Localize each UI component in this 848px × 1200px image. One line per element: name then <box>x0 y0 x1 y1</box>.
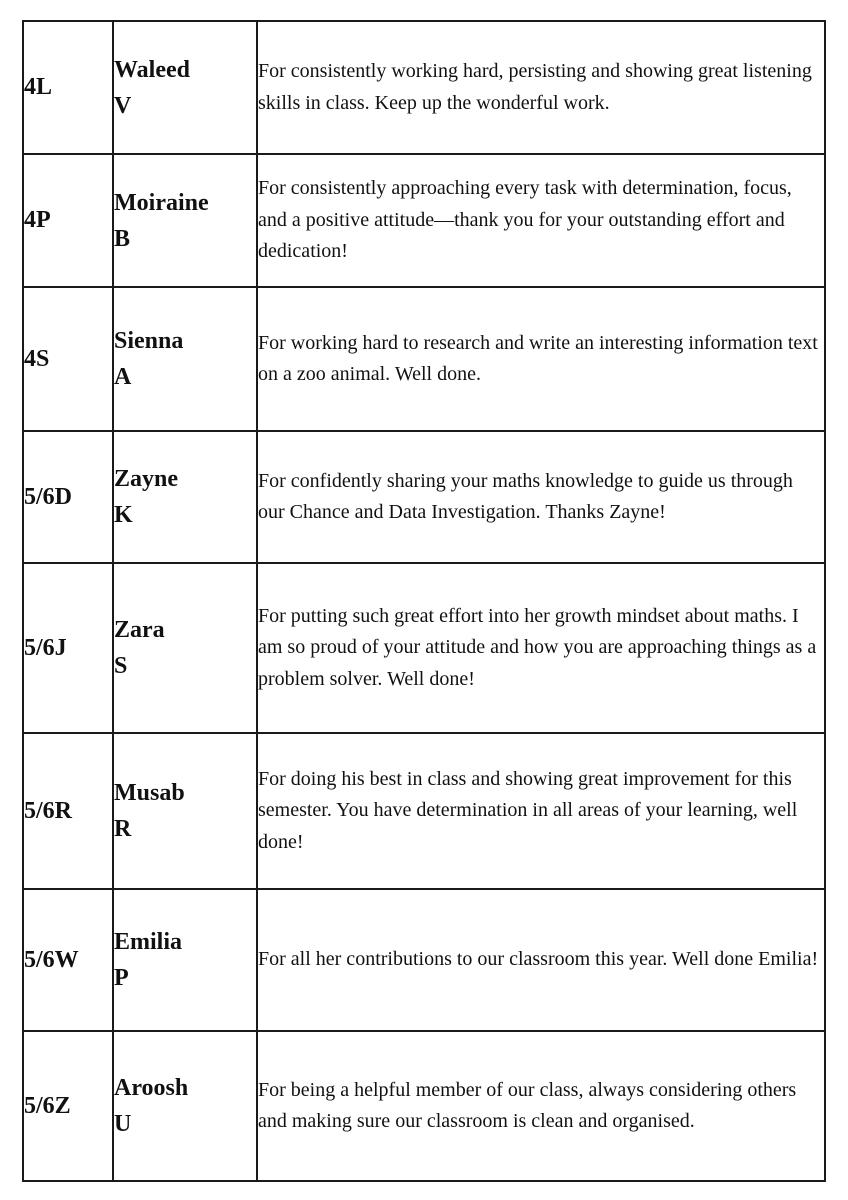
student-last-initial: A <box>114 364 132 390</box>
class-code: 5/6W <box>24 946 79 973</box>
awards-table <box>22 20 826 1182</box>
table-row <box>23 431 825 563</box>
student-last-initial: B <box>114 225 131 252</box>
student-first-name: Waleed <box>114 56 190 83</box>
table-row <box>23 154 825 287</box>
student-last-initial: S <box>114 653 128 679</box>
class-code: 4S <box>24 345 50 372</box>
class-code: 5/6D <box>24 483 72 510</box>
class-cell <box>23 889 113 1031</box>
student-name-cell <box>113 889 257 1031</box>
awards-table-body <box>23 21 825 1181</box>
student-first-name: Musab <box>114 780 185 806</box>
class-cell <box>23 563 113 733</box>
table-row <box>23 889 825 1031</box>
citation-cell: For consistently approaching every task with determination, focus, and a positive attitude—thank you for your outstanding effort and dedication! <box>257 154 825 287</box>
citation-cell: For doing his best in class and showing great improvement for this semester. You have determination in all areas of your learning, well done! <box>257 733 825 889</box>
student-name-cell <box>113 154 257 287</box>
class-code: 5/6R <box>24 797 72 824</box>
class-cell <box>23 1031 113 1181</box>
student-first-name: Zayne <box>114 466 179 492</box>
student-first-name: Emilia <box>114 929 183 955</box>
class-cell <box>23 431 113 563</box>
student-first-name: Zara <box>114 617 165 643</box>
table-row <box>23 563 825 733</box>
table-row <box>23 733 825 889</box>
class-cell <box>23 733 113 889</box>
class-code: 5/6J <box>24 634 67 661</box>
citation-cell: For confidently sharing your maths knowledge to guide us through our Chance and Data Investigation. Thanks Zayne! <box>257 431 825 563</box>
class-cell <box>23 287 113 431</box>
student-last-initial: K <box>114 502 133 528</box>
student-name-cell <box>113 563 257 733</box>
class-code: 4P <box>24 207 51 233</box>
student-name-cell <box>113 431 257 563</box>
class-code: 5/6Z <box>24 1092 71 1119</box>
student-last-initial: V <box>114 92 132 119</box>
student-last-initial: U <box>114 1111 132 1137</box>
table-row <box>23 287 825 431</box>
citation-cell: For consistently working hard, persisting and showing great listening skills in class. Keep up the wonderful work. <box>257 21 825 154</box>
student-name-cell <box>113 21 257 154</box>
class-cell <box>23 154 113 287</box>
class-cell <box>23 21 113 154</box>
student-name-cell <box>113 1031 257 1181</box>
citation-cell: For being a helpful member of our class, always considering others and making sure our classroom is clean and organised. <box>257 1031 825 1181</box>
student-first-name: Moiraine <box>114 189 209 216</box>
citation-cell: For working hard to research and write an interesting information text on a zoo animal. Well done. <box>257 287 825 431</box>
student-name-cell <box>113 287 257 431</box>
citation-cell: For putting such great effort into her growth mindset about maths. I am so proud of your attitude and how you are approaching things as a problem solver. Well done! <box>257 563 825 733</box>
student-last-initial: P <box>114 965 129 991</box>
citation-cell: For all her contributions to our classroom this year. Well done Emilia! <box>257 889 825 1031</box>
table-row <box>23 1031 825 1181</box>
student-last-initial: R <box>114 816 132 842</box>
table-row <box>23 21 825 154</box>
student-first-name: Aroosh <box>114 1075 189 1101</box>
student-first-name: Sienna <box>114 328 184 354</box>
class-code: 4L <box>24 74 53 100</box>
student-name-cell <box>113 733 257 889</box>
